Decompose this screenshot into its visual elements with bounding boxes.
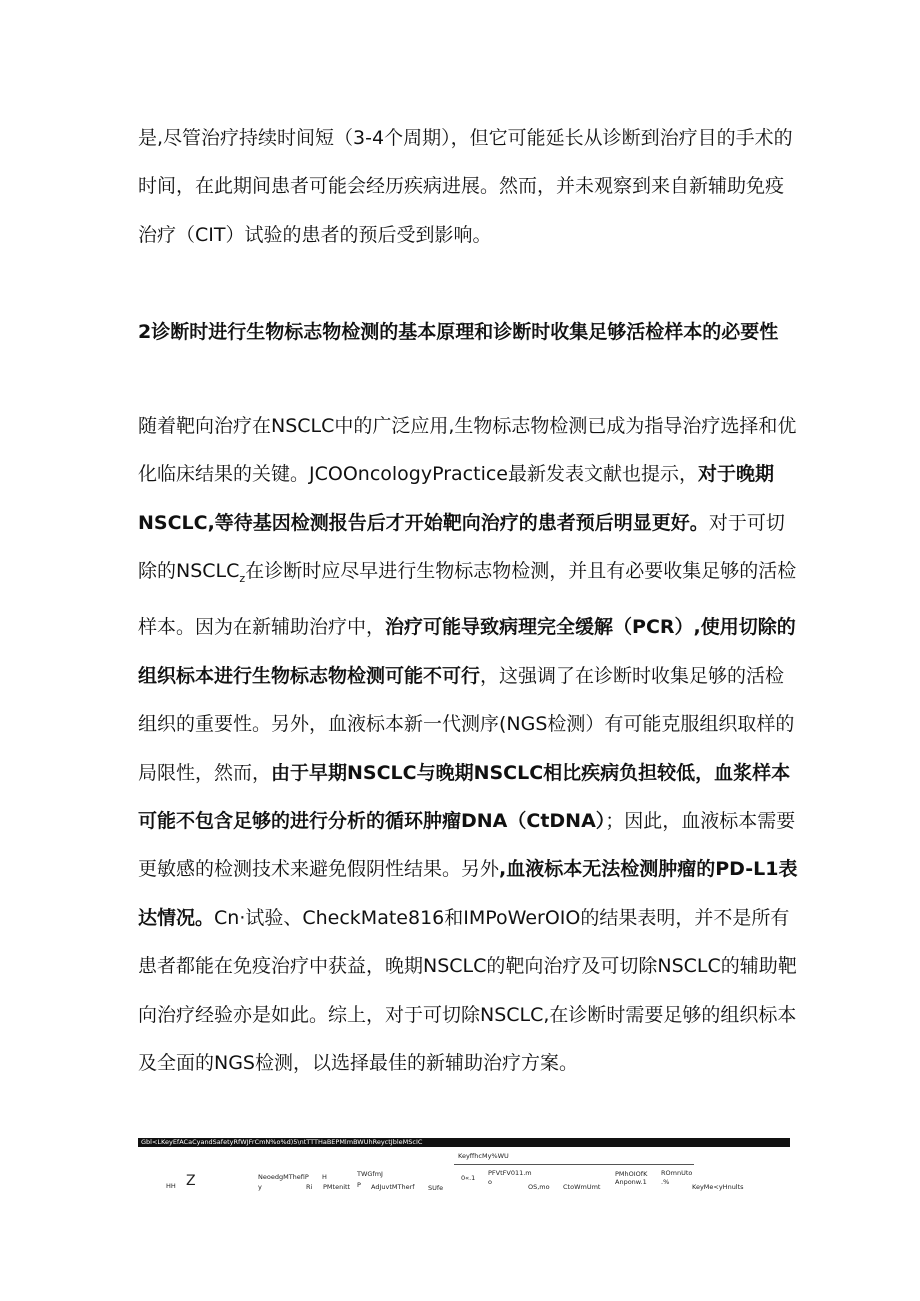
text-span: Cn·试验、CheckMate816和IMPoWerOIO的结果表明，并不是所有患者都能在免疫治疗中获益，晚期NSCLC的靶向治疗及可切除NSCLC的辅助靶向治疗经验亦是如此。综上，对于可切除NSCLC,在诊断时需要足够的组织标本及全面的NGS检测，以选择最佳的新辅助治疗方案。 — [138, 906, 797, 1075]
table-cell: AdJuvtMTherf — [371, 1183, 415, 1191]
table-cell: Ri — [306, 1183, 313, 1191]
table-cell: Z — [186, 1173, 196, 1189]
table-cell: ROmnUto — [661, 1169, 693, 1177]
section-heading: 2诊断时进行生物标志物检测的基本原理和诊断时收集足够活检样本的必要性 — [138, 321, 779, 343]
subscript-mark: z — [239, 572, 246, 586]
embedded-table-image — [138, 1138, 790, 1218]
table-cell: PMhOIOfK — [615, 1170, 648, 1178]
text-span: ；因此，血液标本需要更敏感的检测技术来避免假阴性结果。另外 — [138, 810, 796, 881]
table-rule — [454, 1164, 694, 1165]
table-cell: o — [488, 1178, 492, 1186]
paragraph-1: 是,尽管治疗持续时间短（3-4个周期），但它可能延长从诊断到治疗目的手术的时间，在此期间患者可能会经历疾病进展。然而，并未观察到来自新辅助免疫治疗（CIT）试验的患者的预后受到影响。 — [138, 127, 793, 246]
table-cell: .% — [661, 1178, 670, 1186]
table-col-group-header: KeyffhcMy%WU — [458, 1152, 509, 1160]
text-span: 随着靶向治疗在NSCLC中的广泛应用,生物标志物检测已成为指导治疗选择和优化临床结果的关键。JCOOncologyPractice最新发表文献也提示， — [138, 415, 797, 486]
table-cell: SUfe — [428, 1184, 444, 1192]
table-cell: NeoedgMThefiP — [258, 1173, 309, 1181]
bold-text-span: ,血液标本无法检测肿瘤的PD-L1表达情况。 — [138, 858, 798, 929]
paragraph-2 — [138, 402, 798, 1087]
table-cell: P — [357, 1181, 361, 1189]
text-span: ，这强调了在诊断时收集足够的活检组织的重要性。另外，血液标本新一代测序(NGS检测）有可能克服组织取样的局限性，然而， — [138, 664, 795, 784]
text-span: 对于可切除的NSCLC — [138, 511, 785, 583]
table-cell: HH — [166, 1182, 176, 1190]
bold-text-span: 由于早期NSCLC与晚期NSCLC相比疾病负担较低，血浆样本可能不包含足够的进行分析的循环肿瘤DNA（CtDNA） — [138, 761, 791, 833]
table-cell: PFVtFV011.m — [488, 1169, 532, 1177]
table-cell: CtoWmUmt — [563, 1183, 601, 1191]
table-header-bar: Gbl<LKeyEfACaCyandSafetyRfWJFrCmN%o%d)5\ntTTTHaBEPMlmBWUhReyctJbleMScIC — [138, 1138, 790, 1147]
table-cell: H — [322, 1173, 327, 1181]
table-cell: 0«.1 — [461, 1174, 476, 1182]
table-cell: OS,mo — [528, 1183, 550, 1191]
bold-text-span: 对于晚期NSCLC,等待基因检测报告后才开始靶向治疗的患者预后明显更好。 — [138, 463, 775, 534]
table-cell: Anponw.1 — [615, 1178, 647, 1186]
bold-text-span: 治疗可能导致病理完全缓解（PCR）,使用切除的组织标本进行生物标志物检测可能不可行 — [138, 616, 796, 687]
table-cell: KeyMe<yHnults — [692, 1183, 744, 1191]
table-cell: y — [258, 1183, 262, 1191]
table-cell: TWGfmJ — [357, 1170, 383, 1178]
text-span: 在诊断时应尽早进行生物标志物检测，并且有必要收集足够的活检样本。因为在新辅助治疗中， — [138, 560, 797, 639]
table-cell: PMtenitt — [323, 1183, 351, 1191]
